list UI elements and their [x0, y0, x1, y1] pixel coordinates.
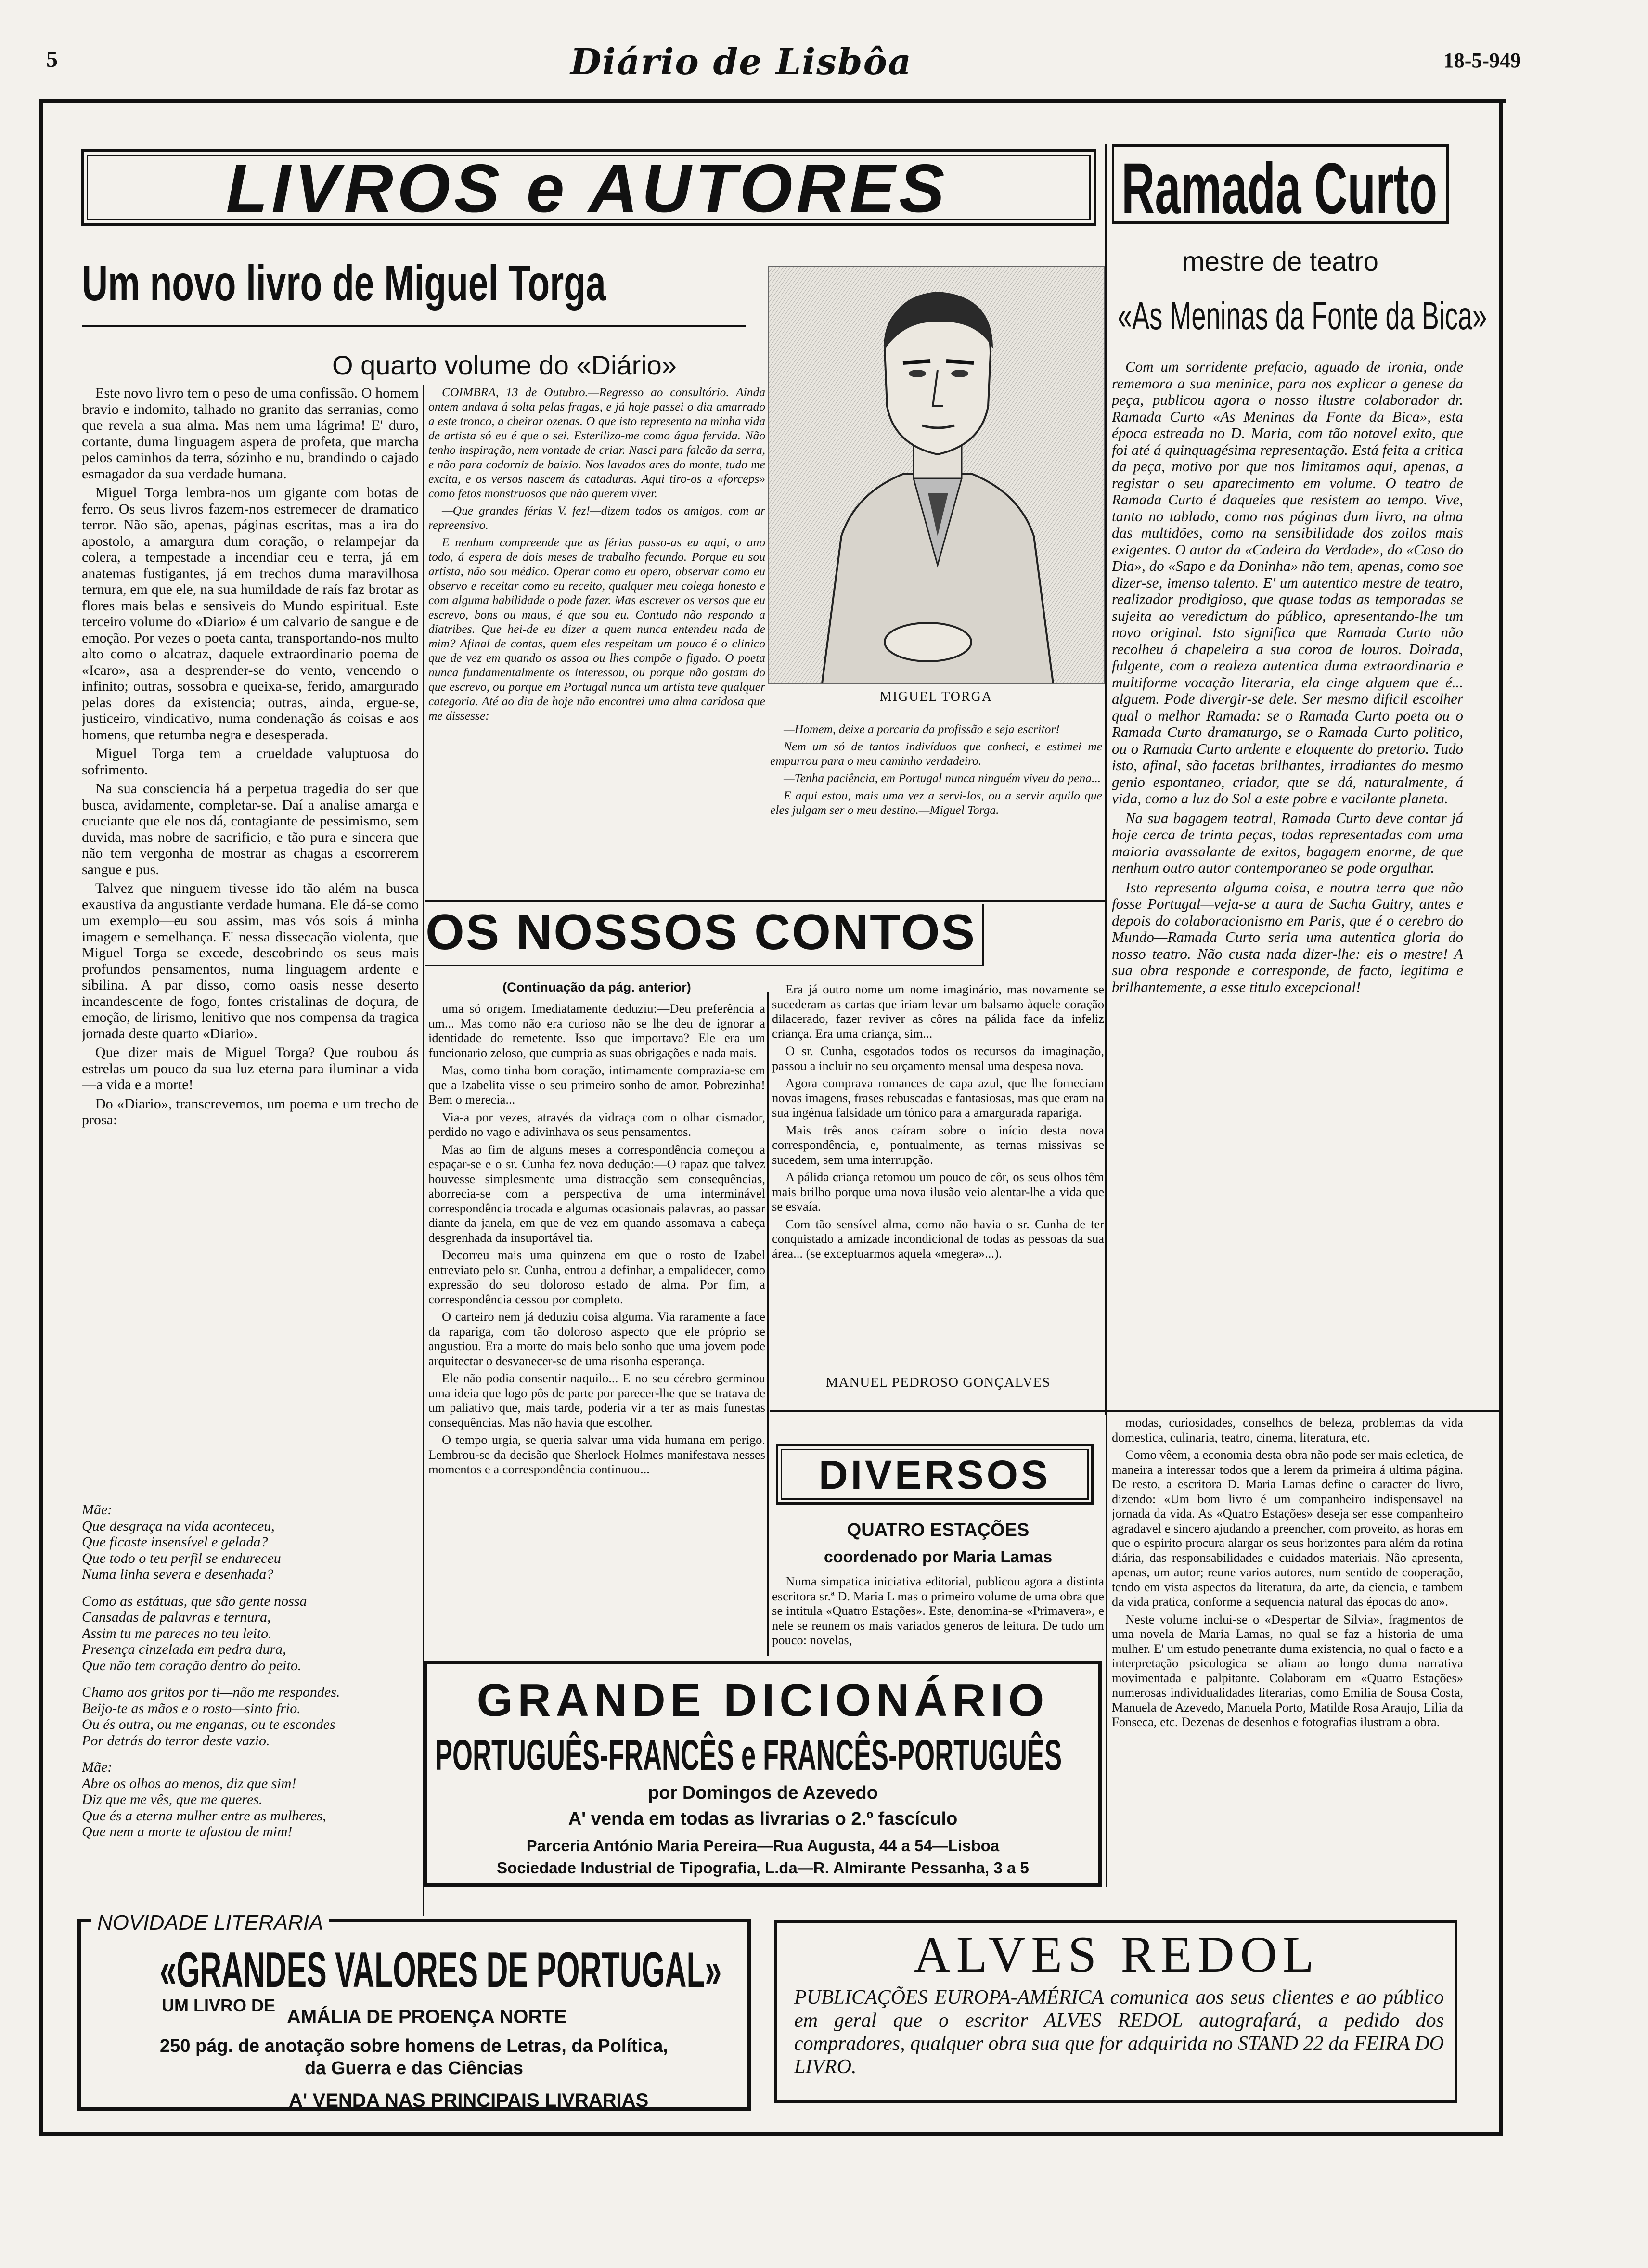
paragraph: Que dizer mais de Miguel Torga? Que roubou ás estrelas um pouco da sua luz eterna para iluminar a vida —a vida e a morte!: [82, 1044, 419, 1093]
poem-line: Mãe:: [82, 1759, 113, 1775]
novidade-book-of: UM LIVRO DE: [162, 1996, 276, 2015]
contos-column-1: [428, 1001, 765, 1627]
torga-headline: Um novo livro de Miguel Torga: [82, 256, 606, 311]
redol-name: ALVES REDOL: [914, 1926, 1320, 1983]
paragraph: —Que grandes férias V. fez!—dizem todos os amigos, com ar repreensivo.: [428, 503, 765, 532]
paragraph: Mas ao fim de alguns meses a correspondência começou a espaçar-se e o sr. Cunha fez nova dedução:—O rapaz que talvez houvesse simplesmente uma distracção sem consequências, aborrecia-se com a perspectiva de uma interminável correspondência trocada e algumas ocasionais palavras, ao passar diante da janela, em que de vez em quando assomava a cabeça desgrenhada da insuportável tia.: [428, 1142, 765, 1245]
paragraph: Isto representa alguma coisa, e noutra terra que não fosse Portugal—veja-se a aura de Sacha Guitry, antes e depois do colaboracionismo em Paris, que é o cerebro do Mundo—Ramada Curto seria uma autentica gloria do nosso teatro. Não custa nada dizer-lhe: eis o mestre! A sua obra responde e corresponde, de facto, legitima e brilhantemente, a esse titulo excepcional!: [1112, 878, 1463, 995]
ramada-play-title: «As Meninas da Fonte da Bica»: [1118, 294, 1487, 338]
poem-line: Presença cinzelada em pedra dura,: [82, 1641, 286, 1657]
novidade-description-1: 250 pág. de anotação sobre homens de Letras, da Política,: [160, 2036, 668, 2056]
poem-line: Cansadas de palavras e ternura,: [82, 1609, 271, 1625]
paragraph: —Tenha paciência, em Portugal nunca ninguém viveu da pena...: [784, 771, 1101, 785]
poem-stanza: [82, 1684, 419, 1749]
page-date: 18-5-949: [1443, 49, 1521, 72]
poem-line: Que todo o teu perfil se endureceu: [82, 1550, 281, 1566]
torga-column-2: [428, 385, 765, 895]
novidade-author: AMÁLIA DE PROENÇA NORTE: [287, 2006, 567, 2027]
dicionario-sale: A' venda em todas as livrarias o 2.º fascículo: [568, 1809, 958, 1829]
torga-column-3: [770, 722, 1102, 895]
section-title: LIVROS e AUTORES: [226, 150, 949, 227]
paragraph: modas, curiosidades, conselhos de beleza, problemas da vida domestica, culinaria, teatro, cinema, literatura, etc.: [1112, 1415, 1463, 1444]
contos-top-rule: [425, 900, 1105, 902]
contos-column-2: [772, 982, 1104, 1410]
portrait-drawing: [769, 267, 1104, 683]
novidade-title: «GRANDES VALORES DE PORTUGAL»: [160, 1942, 722, 1998]
poem-line: Chamo aos gritos por ti—não me respondes.: [82, 1684, 340, 1700]
contos-title: OS NOSSOS CONTOS: [425, 904, 977, 960]
contos-bottom-rule: [770, 1410, 1502, 1412]
paragraph: Miguel Torga lembra-nos um gigante com botas de ferro. Os seus livros fazem-nos estremecer de dramatico terror. Não são, apenas, páginas escritas, mas a ira do apostolo, a amargura dum coração, o relampejar da colera, a tempestade a incendiar ceu e terra, já em anatemas fustigantes, já em trechos duma maravilhosa ternura, em que ele, na sua humildade de raís faz brotar as flores mais belas e sensiveis do Mundo espiritual. Este terceiro volume do «Diario» é um calvario de sangue e de emoção. Por vezes o poeta canta, transportando-nos multo alto como o alcatraz, daquele extraordinario poema de «Icaro», asa a desprender-se do vento, vencendo o infinito; outras, sossobra e queixa-se, ferido, amargurado pelas dores da existencia; outras, ainda, ergue-se, justiceiro, vindicativo, numa condenação ás coisas e aos homens, que retumba negra e desesperada.: [82, 485, 419, 743]
poem-stanza: [82, 1759, 419, 1840]
paragraph: Este novo livro tem o peso de uma confissão. O homem bravio e indomito, talhado no granito das serranias, como que revela a sua alma. Mas nem uma lágrima! E' duro, cortante, duma linguagem aspera de profeta, que marcha pelos caminhos da terra, sózinho e nu, brandindo o cajado esmagador da sua verdade humana.: [82, 385, 419, 482]
poem-line: Que és a eterna mulher entre as mulheres,: [82, 1807, 326, 1824]
contos-author: MANUEL PEDROSO GONÇALVES: [825, 1375, 1051, 1390]
paragraph: Decorreu mais uma quinzena em que o rosto de Izabel entreviato pelo sr. Cunha, entrou a definhar, a empalidecer, como expressão do seu doloroso estado de alma. Por fim, a correspondência cessou por completo.: [428, 1248, 765, 1306]
poem-line: Por detrás do terror deste vazio.: [82, 1732, 270, 1749]
paragraph: E nenhum compreende que as férias passo-as eu aqui, o ano todo, á espera de dois meses de trabalho fecundo. Porque eu sou artista, não sou médico. Operar como eu opero, observar como eu observo e receitar como eu receito, qualquer meu colega honesto e com alguma habilidade o pode fazer. Mas escrever os versos que eu escrevo, bons ou maus, é que sou eu. Contudo não respondo a diatribes. Que hei-de eu dizer a quem nunca entendeu nada de mim? Afinal de contas, quem eles respeitam um pouco é o clinico que de vez em quando os assoa ou lhes compõe o figado. O poeta nunca fundamentalmente os interessou, ou porque não gostam do que escrevo, ou porque em Portugal nunca um artista teve qualquer categoria. Até ao dia de hoje não encontrei uma alma caridosa que me dissesse:: [428, 535, 765, 722]
column-rule: [1106, 1415, 1107, 1887]
paragraph: Como vêem, a economia desta obra não pode ser mais ecletica, de maneira a interessar todos que a lerem da primeira á ultima página. De resto, a escritora D. Maria Lamas define o caracter do livro, dizendo: «Um bom livro é um companheiro indispensavel na jornada da vida. As «Quatro Estações» deseja ser esse companheiro agradavel e sincero ajudando a preencher, com proveito, as horas em que o espirito procura alargar os seus horizontes para além da rotina diária, das responsabilidades e cuidados materiais. Não apresenta, apenas, um autor; reune varios autores, num sentido de cooperação, tendo em vista aspectos da literatura, da arte, da ciencia, e tambem da vida pratica, conforme a sequencia natural das épocas do ano».: [1112, 1447, 1463, 1609]
poem-line: Assim tu me pareces no teu leito.: [82, 1625, 272, 1641]
paragraph: Via-a por vezes, através da vidraça com o olhar cismador, perdido no vago e adivinhava os seus pensamentos.: [428, 1109, 765, 1139]
dicionario-publisher-2: Sociedade Industrial de Tipografia, L.da—R. Almirante Pessanha, 3 a 5: [497, 1859, 1029, 1877]
paragraph: Neste volume inclui-se o «Despertar de Silvia», fragmentos de uma novela de Maria Lamas, no qual se faz a historia de uma mulher. E' um estudo penetrante duma existencia, no qual o facto e a interpretação psicologica se aliam ao longo duma narrativa movimentada e palpitante. Colaboram em «Quatro Estações» numerosas individualidades literarias, como Emilia de Sousa Costa, Manuela de Azevedo, Manuela Porto, Matilde Rosa Araujo, Lilia da Fonseca, etc. Dezenas de desenhos e fotografias ilustram a obra.: [1112, 1611, 1463, 1729]
paragraph: uma só origem. Imediatamente deduziu:—Deu preferência a um... Mas como não era curioso não se lhe deu de ignorar a identidade do remetente. Isso que importava? Ele era um funcionario zeloso, que cumpria as suas obrigações e nada mais.: [428, 1001, 765, 1060]
torga-photo-caption: MIGUEL TORGA: [879, 689, 993, 704]
paragraph: Na sua consciencia há a perpetua tragedia do ser que busca, avidamente, completar-se. Daí a analise amarga e cruciante que ele nos dá, contagiante de pessimismo, sem duvida, mas nobre de sacrificio, e tão pura e sincera que não tem vergonha de mostrar as chagas a escorrerem sangue e pus.: [82, 781, 419, 877]
paragraph: O sr. Cunha, esgotados todos os recursos da imaginação, passou a incluir no seu orçamento mensal uma despesa nova.: [772, 1044, 1104, 1073]
paragraph: Mais três anos caíram sobre o início desta nova correspondência, e, pontualmente, as ternas missivas se sucedem, sem uma interrupção.: [772, 1122, 1104, 1167]
paragraph: Era já outro nome um nome imaginário, mas novamente se sucederam as cartas que iriam levar um balsamo àquele coração dilacerado, fazer reviver as côres na pálida face da infeliz criança. Era uma criança, sim...: [772, 982, 1104, 1041]
torga-poem: [82, 1502, 419, 1911]
column-rule: [1105, 144, 1107, 1415]
diversos-column-2: [1112, 1415, 1463, 1887]
paragraph: O tempo urgia, se queria salvar uma vida humana em perigo. Lembrou-se da decisão que Sherlock Holmes manifestava nesses momentos e a correspondência continuou...: [428, 1432, 765, 1476]
ramada-subhead: mestre de teatro: [1182, 246, 1378, 276]
frame-left: [39, 99, 43, 2135]
poem-stanza: [82, 1502, 419, 1583]
poem-line: Diz que me vês, que me queres.: [82, 1791, 263, 1807]
poem-line: Numa linha severa e desenhada?: [82, 1566, 274, 1582]
poem-line: Ou és outra, ou me enganas, ou te escondes: [82, 1716, 335, 1732]
masthead: Diário de Lisbôa: [570, 41, 912, 83]
paragraph: Ele não podia consentir naquilo... E no seu cérebro germinou uma ideia que logo pôs de parte por parecer-lhe que se tratava de um paliativo que, mais tarde, poderia vir a ter as mais funestas consequências. Mas não havia que escolher.: [428, 1371, 765, 1430]
paragraph: Com tão sensível alma, como não havia o sr. Cunha de ter conquistado a amizade incondicional de todas as pessoas da sua área... (se exceptuarmos aquela «megera»...).: [772, 1216, 1104, 1261]
paragraph: A pálida criança retomou um pouco de côr, os seus olhos têm mais brilho porque uma nova ilusão veio alentar-lhe a vida que se esvaía.: [772, 1170, 1104, 1213]
dicionario-line1: GRANDE DICIONÁRIO: [476, 1675, 1049, 1726]
diversos-column-1: [772, 1574, 1104, 1661]
column-rule: [767, 992, 769, 1656]
torga-headline-rule: [82, 325, 746, 327]
paragraph: Nem um só de tantos indivíduos que conheci, e estimei me empurrou para o meu caminho verdadeiro.: [770, 739, 1102, 768]
novidade-sale: A' VENDA NAS PRINCIPAIS LIVRARIAS: [289, 2090, 649, 2111]
diversos-headline: QUATRO ESTAÇÕES: [847, 1520, 1030, 1540]
poem-line: Que nem a morte te afastou de mim!: [82, 1824, 293, 1840]
poem-line: Abre os olhos ao menos, diz que sim!: [82, 1775, 296, 1791]
paragraph: —Homem, deixe a porcaria da profissão e seja escritor!: [784, 722, 1060, 736]
ramada-headline: Ramada Curto: [1121, 148, 1438, 229]
diversos-byline: coordenado por Maria Lamas: [824, 1548, 1053, 1566]
paragraph: E aqui estou, mais uma vez a servi-los, ou a servir aquilo que eles julgam ser o meu destino.—Miguel Torga.: [770, 788, 1102, 817]
dicionario-line2: PORTUGUÊS-FRANCÊS e FRANCÊS-PORTUGUÊS: [435, 1731, 1062, 1779]
page-number: 5: [46, 47, 58, 72]
poem-line: Beijo-te as mãos e o rosto—sinto frio.: [82, 1700, 301, 1716]
poem-line: Como as estátuas, que são gente nossa: [82, 1593, 307, 1609]
paragraph: COIMBRA, 13 de Outubro.—Regresso ao consultório. Ainda ontem andava á solta pelas fragas, e já hoje passei o dia amarrado a este tronco, a cheirar ozenas. O que isto representa na minha vida de artista só eu é que o sei. Esterilizo-me como água fervida. Não tenho inspiração, nem vontade de criar. Nasci para falcão da serra, e não para codorniz de baixio. Nos lavados ares do monte, tudo me excita, e os versos nascem ás cataduras. Aqui tiro-os a «forceps» como fetos monstruosos que não querem viver.: [428, 385, 765, 500]
novidade-description-2: da Guerra e das Ciências: [304, 2058, 524, 2078]
paragraph: Mas, como tinha bom coração, intimamente comprazia-se em que a Izabelita visse o seu primeiro sonho de amor. Pobrezinha! Bem o merecia...: [428, 1063, 765, 1107]
paragraph: Numa simpatica iniciativa editorial, publicou agora a distinta escritora sr.ª D. Maria L mas o primeiro volume de uma obra que se intitula «Quatro Estações». Este, denomina-se «Primavera», e nele se reunem os mais variados generos de leitura. De tudo um pouco: novelas,: [772, 1574, 1104, 1647]
dicionario-author: por Domingos de Azevedo: [648, 1783, 878, 1803]
torga-column-1: [82, 385, 419, 1492]
torga-subhead: O quarto volume do «Diário»: [332, 350, 677, 380]
poem-line: Mãe:: [82, 1502, 113, 1518]
poem-line: Que ficaste insensível e gelada?: [82, 1534, 268, 1550]
poem-line: Que desgraça na vida aconteceu,: [82, 1518, 275, 1534]
ramada-body: [1112, 359, 1463, 1408]
paragraph: Do «Diario», transcrevemos, um poema e um trecho de prosa:: [82, 1095, 419, 1128]
frame-bottom: [39, 2132, 1503, 2136]
poem-stanza: [82, 1593, 419, 1674]
redol-text: PUBLICAÇÕES EUROPA-AMÉRICA comunica aos seus clientes e ao público em geral que o escritor ALVES REDOL autografará, a pedido dos compradores, qualquer obra sua que for adquirida no STAND 22 da FEIRA DO LIVRO.: [794, 1986, 1444, 2078]
torga-portrait: [768, 266, 1105, 684]
paragraph: O carteiro nem já deduziu coisa alguma. Via raramente a face da rapariga, com tão doloroso aspecto que ele próprio se angustiou. Era a morte do mais belo sonho que uma jovem pode arquitectar o desvanecer-se de uma risonha esperança.: [428, 1309, 765, 1368]
paragraph: Agora comprava romances de capa azul, que lhe forneciam novas imagens, frases rebuscadas e fantasiosas, mas que eram na sua ingénua falsidade um tónico para a amargurada rapariga.: [772, 1076, 1104, 1120]
paragraph: Talvez que ninguem tivesse ido tão além na busca exaustiva da angustiante verdade humana. Ele dá-se como um exemplo—eu sou assim, mas vós sois á minha imagem e semelhança. E' nessa dissecação violenta, que Miguel Torga se excede, descobrindo os seus mais profundos pensamentos, numa linguagem ardente e sibilina. A par disso, como oasis nesse deserto incandescente de fogo, fontes cristalinas de doçura, de emoção, de lirismo, lenitivo que nos compensa da tragica jornada deste quarto «Diario».: [82, 880, 419, 1042]
paragraph: Miguel Torga tem a crueldade valuptuosa do sofrimento.: [82, 746, 419, 778]
dicionario-publisher-1: Parceria António Maria Pereira—Rua Augusta, 44 a 54—Lisboa: [526, 1837, 1000, 1855]
diversos-title: DIVERSOS: [818, 1452, 1051, 1497]
frame-right: [1499, 99, 1503, 2135]
header-rule: [39, 99, 1506, 103]
paragraph: Na sua bagagem teatral, Ramada Curto deve contar já hoje cerca de trinta peças, todas representadas com uma maioria avassalante de exitos, bagagem enorme, de que nenhum outro autor contemporaneo se pode orgulhar.: [1112, 809, 1463, 876]
poem-line: Que não tem coração dentro do peito.: [82, 1657, 302, 1674]
novidade-label: NOVIDADE LITERARIA: [91, 1911, 329, 1935]
contos-continuation: (Continuação da pág. anterior): [502, 980, 691, 994]
paragraph: Com um sorridente prefacio, aguado de ironia, onde rememora a sua meninice, para nos explicar a genese da peça, publicou agora o nosso ilustre colaborador dr. Ramada Curto «As Meninas da Fonte da Bica», esta época estreada no D. Maria, com tão notavel exito, que foi até á quinquagésima representação. Está feita a critica da peça, motivo por que nos limitamos aqui, apenas, a registar o seu aparecimento em volume. O teatro de Ramada Curto é daqueles que resistem ao tempo. Vive, tanto no tablado, como nas páginas dum livro, na alma das multidões, como na sensibilidade dos zoilos mais exigentes. O autor da «Cadeira da Verdade», do «Caso do Dia», do «Sapo e da Doninha» não tem, apenas, como soe dizer-se, imenso talento. E' um autentico mestre de teatro, realizador prodigioso, que quase todas as temporadas se sujeita ao veredictum do público, apresentando-lhe um novo original. Isto significa que Ramada Curto não recolheu á chapeleira a sua coroa de louros. Doirada, fulgente, com a realeza autentica duma extraordinaria e multiforme vocação literaria, ela cinge alguem que é... alguem. Pode divergir-se dele. Ser mesmo dificil escolher qual o melhor Ramada: se o Ramada Curto poeta ou o Ramada Curto dramaturgo, se o Ramada Curto politico, ou o Ramada Curto ardente e eloquente do pretorio. Tudo isto, afinal, são facetas brilhantes, irradiantes do mesmo genio espontaneo, criador, que se dá, naturalmente, á vida, como a luz do Sol a este pobre e vacilante planeta.: [1112, 359, 1463, 807]
